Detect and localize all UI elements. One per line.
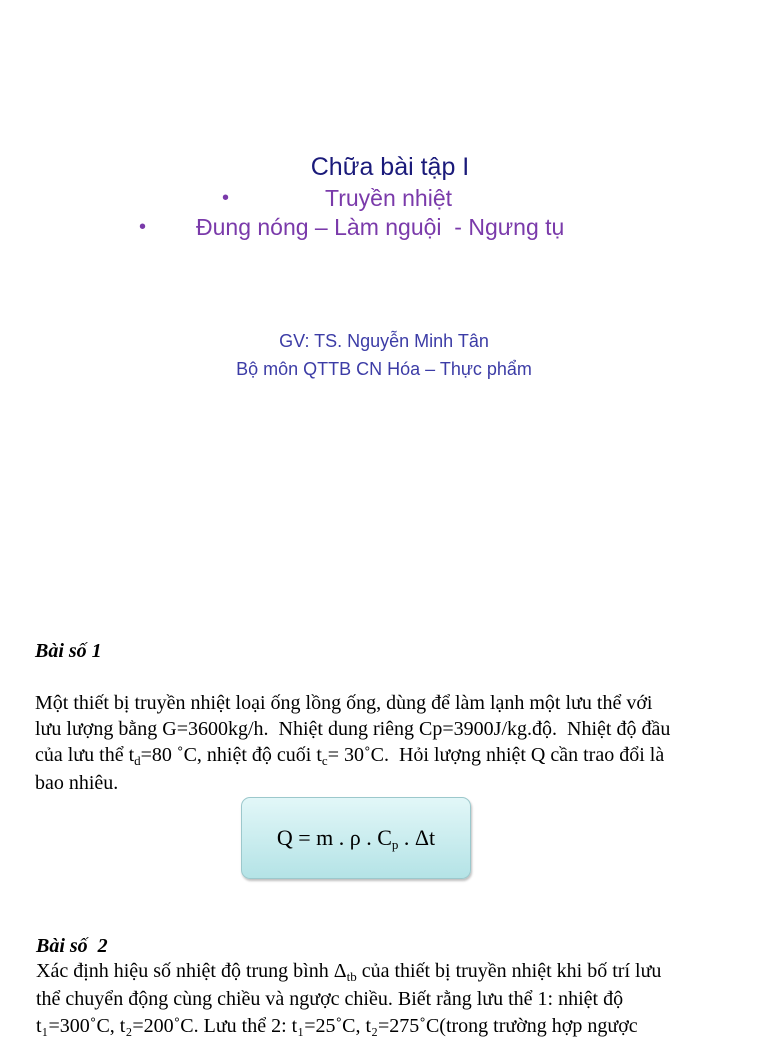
- slide-title: Chữa bài tập I: [310, 153, 470, 181]
- lecturer: GV: TS. Nguyễn Minh Tân: [279, 331, 489, 351]
- line-3-part-a: của lưu thể t: [35, 744, 135, 766]
- bullet-dot-1: •: [222, 187, 230, 209]
- line-1-part-a: Xác định hiệu số nhiệt độ trung bình Δ: [36, 960, 347, 982]
- line-3-part-b: =80 ˚C, nhiệt độ cuối t: [140, 744, 322, 766]
- bullet-dot-2: •: [139, 216, 147, 238]
- problem-2-heading: Bài số 2: [36, 935, 108, 957]
- heat-formula: [242, 825, 470, 851]
- subscript-d: d: [134, 753, 141, 768]
- problem-2-line-1: [36, 958, 661, 985]
- department: Bộ môn QTTB CN Hóa – Thực phẩm: [236, 359, 532, 379]
- problem-1-line-4: bao nhiêu.: [35, 772, 119, 794]
- problem-2-line-3: t₁=300˚C, t₂=200˚C. Lưu thể 2: t₁=25˚C, t₂=275˚C(trong trường hợp ngược: [36, 1015, 638, 1037]
- line-3-part-c: = 30˚C. Hỏi lượng nhiệt Q cần trao đổi là: [327, 744, 665, 766]
- bullet-2: Đung nóng – Làm nguội - Ngưng tụ: [196, 214, 565, 240]
- formula-box: [241, 797, 471, 879]
- problem-1-heading: Bài số 1: [35, 640, 102, 662]
- line-1-part-b: của thiết bị truyền nhiệt khi bố trí lưu: [356, 960, 662, 982]
- problem-1-line-3: [35, 742, 664, 769]
- problem-2-line-2: thể chuyển động cùng chiều và ngược chiều. Biết rằng lưu thể 1: nhiệt độ: [36, 988, 624, 1010]
- problem-1-line-2: lưu lượng bằng G=3600kg/h. Nhiệt dung riêng Cp=3900J/kg.độ. Nhiệt độ đầu: [35, 718, 671, 740]
- subscript-tb: tb: [346, 969, 357, 984]
- formula-part-b: . Δt: [398, 825, 436, 850]
- bullet-1: Truyền nhiệt: [325, 185, 452, 211]
- formula-subscript-p: p: [391, 837, 399, 852]
- subscript-c: c: [321, 753, 328, 768]
- formula-part-a: Q = m . ρ . C: [276, 825, 392, 850]
- problem-1-line-1: Một thiết bị truyền nhiệt loại ống lồng ống, dùng để làm lạnh một lưu thể với: [35, 692, 653, 714]
